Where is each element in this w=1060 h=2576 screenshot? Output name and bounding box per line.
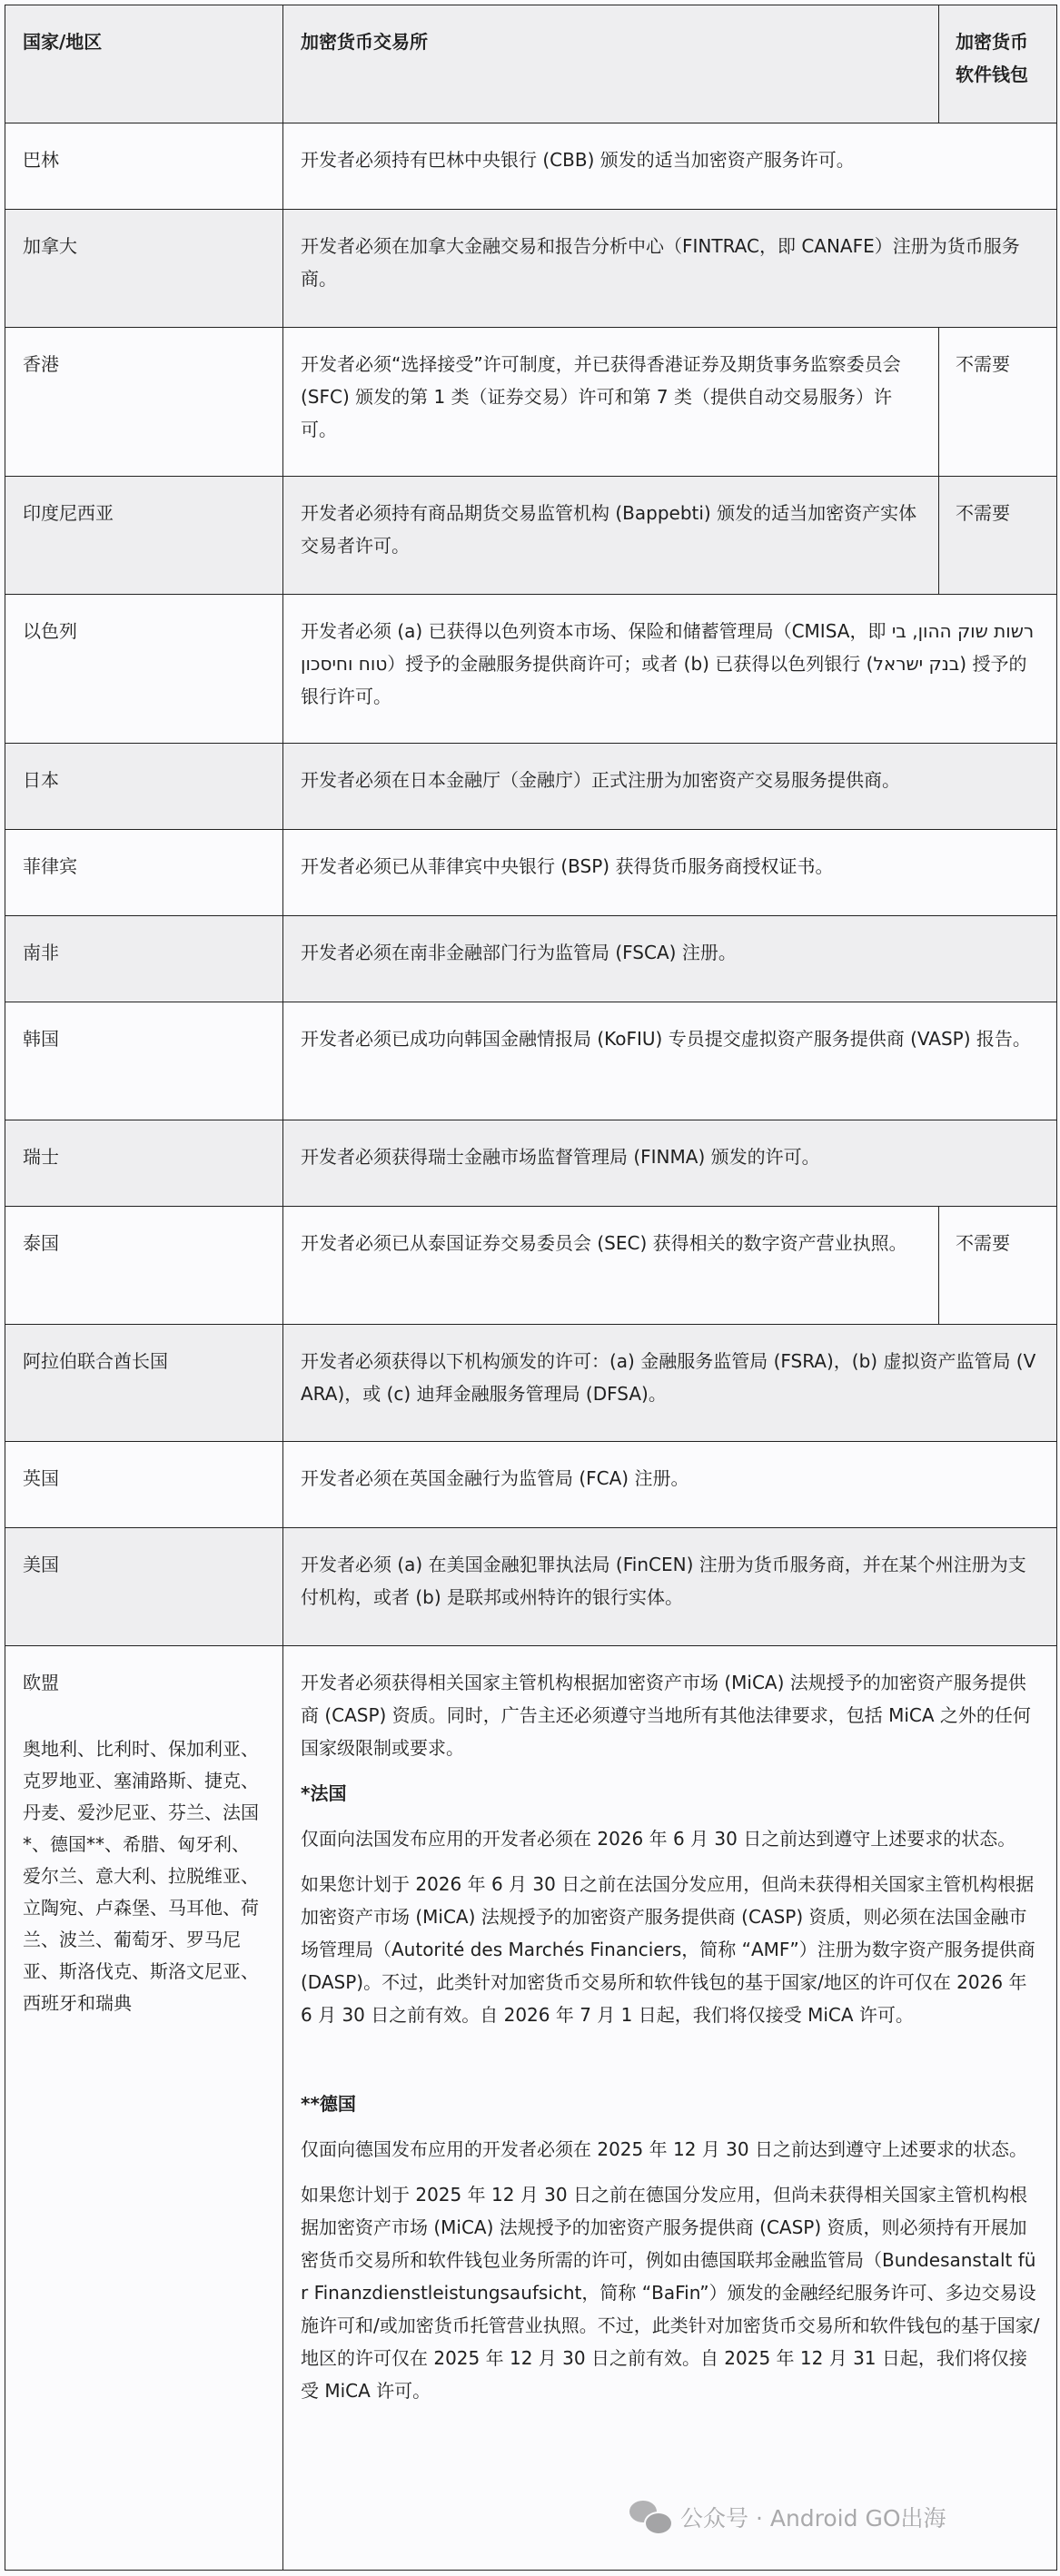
exchange-cell: 开发者必须已从菲律宾中央银行 (BSP) 获得货币服务商授权证书。 <box>283 830 1057 916</box>
table-header-row <box>5 5 1057 123</box>
header-wallet: 加密货币软件钱包 <box>939 5 1057 123</box>
exchange-cell: 开发者必须 (a) 已获得以色列资本市场、保险和储蓄管理局（CMISA，即 רשות שוק ההון, ביטוח וחיסכון）授予的金融服务提供商许可；或者 (b) 已获得以色列银行 (בנק ישראל) 授予的银行许可。 <box>283 595 1057 744</box>
france-details: 如果您计划于 2026 年 6 月 30 日之前在法国分发应用，但尚未获得相关国家主管机构根据加密资产市场 (MiCA) 法规授予的加密资产服务提供商 (CASP) 资质，则必须在法国金融市场管理局（Autorité des Marchés Financiers，简称 “AMF”）注册为数字资产服务提供商 (DASP)。不过，此类针对加密货币交易所和软件钱包的基于国家/地区的许可仅在 2026 年 6 月 30 日之前有效。自 2026 年 7 月 1 日起，我们将仅接受 MiCA 许可。 <box>301 1873 1035 2026</box>
exchange-cell: 开发者必须在日本金融厅（金融庁）正式注册为加密资产交易服务提供商。 <box>283 744 1057 830</box>
exchange-cell: 开发者必须获得以下机构颁发的许可：(a) 金融服务监管局 (FSRA)，(b) 虚拟资产监管局 (VARA)，或 (c) 迪拜金融服务管理局 (DFSA)。 <box>283 1325 1057 1442</box>
exchange-cell: 开发者必须获得瑞士金融市场监督管理局 (FINMA) 颁发的许可。 <box>283 1120 1057 1207</box>
wallet-cell: 不需要 <box>939 477 1057 595</box>
germany-details: 如果您计划于 2025 年 12 月 30 日之前在德国分发应用，但尚未获得相关国家主管机构根据加密资产市场 (MiCA) 法规授予的加密资产服务提供商 (CASP) 资质，则必须持有开展加密货币交易所和软件钱包业务所需的许可，例如由德国联邦金融监管局（Bundesanstalt für Finanzdienstleistungsaufsicht，简称 “BaFin”）颁发的金融经纪服务许可、多边交易设施许可和/或加密货币托管营业执照。不过，此类针对加密货币交易所和软件钱包的基于国家/地区的许可仅在 2025 年 12 月 30 日之前有效。自 2025 年 12 月 31 日起，我们将仅接受 MiCA 许可。 <box>301 2184 1040 2402</box>
germany-heading: **德国 <box>301 2093 356 2115</box>
region-cell: 南非 <box>5 916 283 1002</box>
table-row <box>5 123 1057 210</box>
wechat-icon <box>629 2499 671 2535</box>
exchange-cell: 开发者必须已从泰国证券交易委员会 (SEC) 获得相关的数字资产营业执照。 <box>283 1207 939 1325</box>
watermark-text: 公众号 · Android GO出海 <box>680 2505 946 2532</box>
watermark <box>629 2499 946 2535</box>
region-cell: 日本 <box>5 744 283 830</box>
region-cell: 印度尼西亚 <box>5 477 283 595</box>
table-row <box>5 1207 1057 1325</box>
france-deadline: 仅面向法国发布应用的开发者必须在 2026 年 6 月 30 日之前达到遵守上述要求的状态。 <box>301 1828 1016 1850</box>
region-cell: 巴林 <box>5 123 283 210</box>
wallet-cell: 不需要 <box>939 1207 1057 1325</box>
france-heading: *法国 <box>301 1782 347 1804</box>
eu-intro: 开发者必须获得相关国家主管机构根据加密资产市场 (MiCA) 法规授予的加密资产服务提供商 (CASP) 资质。同时，广告主还必须遵守当地所有其他法律要求，包括 MiCA 之外的任何国家级限制或要求。 <box>301 1672 1031 1759</box>
exchange-cell-eu <box>283 1646 1057 2571</box>
region-cell: 阿拉伯联合酋长国 <box>5 1325 283 1442</box>
exchange-cell: 开发者必须在南非金融部门行为监管局 (FSCA) 注册。 <box>283 916 1057 1002</box>
region-cell: 瑞士 <box>5 1120 283 1207</box>
table-row <box>5 1325 1057 1442</box>
region-cell: 菲律宾 <box>5 830 283 916</box>
region-cell: 美国 <box>5 1528 283 1646</box>
region-cell: 以色列 <box>5 595 283 744</box>
table-row <box>5 744 1057 830</box>
table-row <box>5 595 1057 744</box>
table-row <box>5 210 1057 328</box>
table-row <box>5 1442 1057 1528</box>
table-row <box>5 1120 1057 1207</box>
crypto-license-requirements-table <box>5 5 1057 2571</box>
table-row <box>5 1002 1057 1120</box>
header-region: 国家/地区 <box>5 5 283 123</box>
exchange-cell: 开发者必须在加拿大金融交易和报告分析中心（FINTRAC，即 CANAFE）注册为货币服务商。 <box>283 210 1057 328</box>
exchange-cell: 开发者必须 (a) 在美国金融犯罪执法局 (FinCEN) 注册为货币服务商，并在某个州注册为支付机构，或者 (b) 是联邦或州特许的银行实体。 <box>283 1528 1057 1646</box>
eu-country-list: 奥地利、比利时、保加利亚、克罗地亚、塞浦路斯、捷克、丹麦、爱沙尼亚、芬兰、法国*、德国**、希腊、匈牙利、爱尔兰、意大利、拉脱维亚、立陶宛、卢森堡、马耳他、荷兰、波兰、葡萄牙、罗马尼亚、斯洛伐克、斯洛文尼亚、西班牙和瑞典 <box>23 1738 259 2014</box>
region-cell: 加拿大 <box>5 210 283 328</box>
hebrew-agency-name: רשות שוק ההון, ביטוח וחיסכון <box>301 620 1035 675</box>
exchange-cell: 开发者必须持有商品期货交易监管机构 (Bappebti) 颁发的适当加密资产实体交易者许可。 <box>283 477 939 595</box>
region-cell: 韩国 <box>5 1002 283 1120</box>
table-row <box>5 328 1057 477</box>
table-row <box>5 1528 1057 1646</box>
wallet-cell: 不需要 <box>939 328 1057 477</box>
hebrew-bank-name: בנק ישראל <box>873 653 960 675</box>
region-cell: 英国 <box>5 1442 283 1528</box>
exchange-cell: 开发者必须“选择接受”许可制度，并已获得香港证券及期货事务监察委员会 (SFC) 颁发的第 1 类（证券交易）许可和第 7 类（提供自动交易服务）许可。 <box>283 328 939 477</box>
germany-deadline: 仅面向德国发布应用的开发者必须在 2025 年 12 月 30 日之前达到遵守上述要求的状态。 <box>301 2138 1027 2160</box>
table-row <box>5 477 1057 595</box>
table-row <box>5 830 1057 916</box>
table-row <box>5 916 1057 1002</box>
eu-label: 欧盟 <box>23 1672 59 1693</box>
exchange-cell: 开发者必须持有巴林中央银行 (CBB) 颁发的适当加密资产服务许可。 <box>283 123 1057 210</box>
region-cell-eu <box>5 1646 283 2571</box>
exchange-cell: 开发者必须已成功向韩国金融情报局 (KoFIU) 专员提交虚拟资产服务提供商 (VASP) 报告。 <box>283 1002 1057 1120</box>
table-row-eu <box>5 1646 1057 2571</box>
exchange-cell: 开发者必须在英国金融行为监管局 (FCA) 注册。 <box>283 1442 1057 1528</box>
header-exchange: 加密货币交易所 <box>283 5 939 123</box>
region-cell: 香港 <box>5 328 283 477</box>
region-cell: 泰国 <box>5 1207 283 1325</box>
